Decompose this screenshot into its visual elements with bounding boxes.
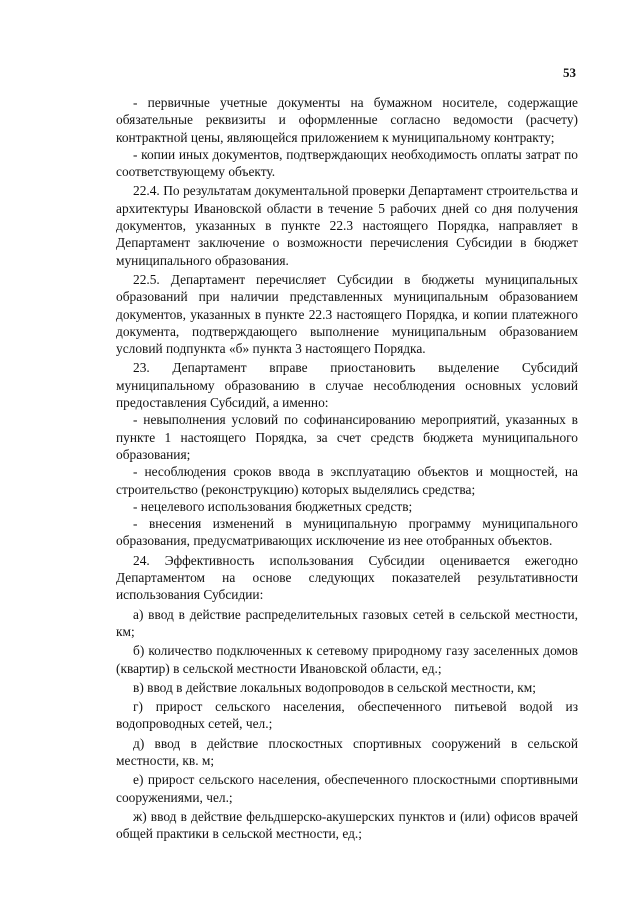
paragraph: - нецелевого использования бюджетных средств; [133,498,413,514]
list-item: е) прирост сельского населения, обеспеченного плоскостными спортивными сооружениями, чел.; [116,772,578,805]
paragraph: - копии иных документов, подтверждающих необходимость оплаты затрат по соответствующему объекту. [116,146,578,180]
paragraph: 22.5. Департамент перечисляет Субсидии в бюджеты муниципальных образований при наличии представленных муниципальным образованием документов, указанных в пункте 22.3 настоящего Порядка, и копии платежного документа, подтверждающего выполнение муниципальным образованием условий подпункта «б» пункта 3 настоящего Порядка. [116,271,578,357]
paragraph: - внесения изменений в муниципальную программу муниципального образования, предусматривающих исключение из нее отобранных объектов. [116,516,578,549]
list-item: б) количество подключенных к сетевому природному газу заселенных домов (квартир) в сельской местности Ивановской области, ед.; [116,643,578,676]
document-body [116,94,578,842]
paragraph: - невыполнения условий по софинансированию мероприятий, указанных в пункте 1 настоящего Порядка, за счет средств бюджета муниципального образования; [116,412,578,462]
page-number: 53 [563,65,576,80]
paragraph: - несоблюдения сроков ввода в эксплуатацию объектов и мощностей, на строительство (реконструкцию) которых выделялись средства; [116,464,578,497]
paragraph: 22.4. По результатам документальной проверки Департамент строительства и архитектуры Ивановской области в течение 5 рабочих дней со дня получения документов, указанных в пункте 22.3 настоящего Порядка, направляет в Департамент заключение о возможности перечисления Субсидии в бюджет муниципального образования. [116,183,578,268]
list-item: в) ввод в действие локальных водопроводов в сельской местности, км; [133,679,536,695]
list-item: а) ввод в действие распределительных газовых сетей в сельской местности, км; [116,606,578,639]
paragraph: - первичные учетные документы на бумажном носителе, содержащие обязательные реквизиты и оформленные согласно ведомости (расчету) контрактной цены, являющейся приложением к муниципальному контракту; [116,95,578,145]
list-item: ж) ввод в действие фельдшерско-акушерских пунктов и (или) офисов врачей общей практики в сельской местности, ед.; [116,808,578,842]
paragraph: 24. Эффективность использования Субсидии оценивается ежегодно Департаментом на основе следующих показателей результативности использования Субсидии: [116,552,578,603]
list-item: д) ввод в действие плоскостных спортивных сооружений в сельской местности, кв. м; [116,735,578,768]
list-item: г) прирост сельского населения, обеспеченного питьевой водой из водопроводных сетей, чел.; [116,699,578,732]
paragraph: 23. Департамент вправе приостановить выделение Субсидий муниципальному образованию в случае несоблюдения основных условий предоставления Субсидий, а именно: [116,360,578,411]
